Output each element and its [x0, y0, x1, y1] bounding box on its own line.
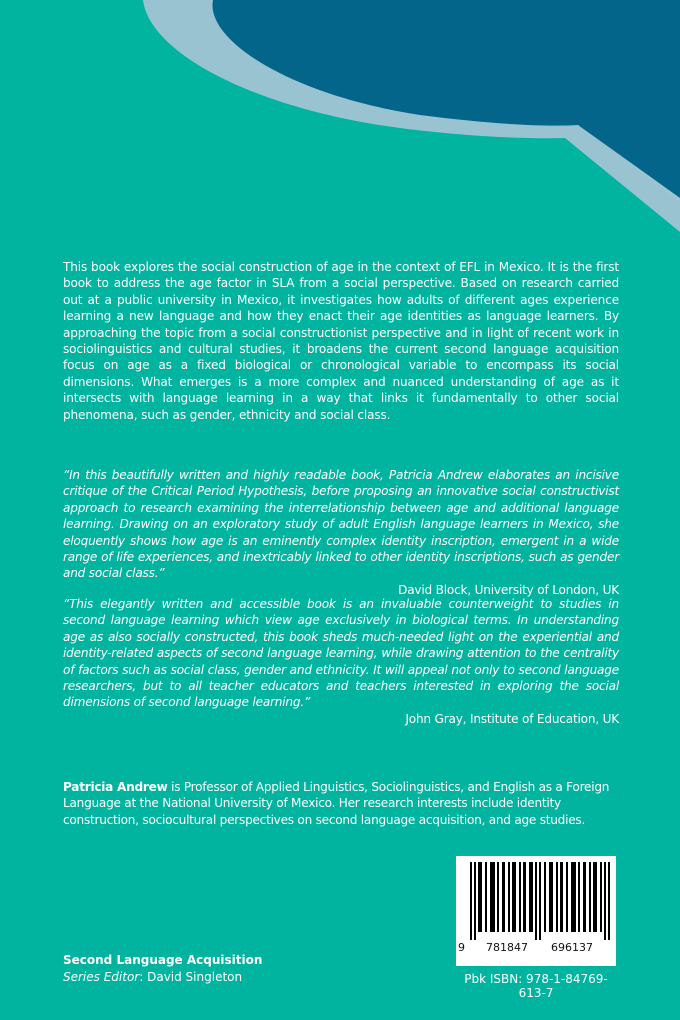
endorsement-attribution: David Block, University of London, UK [398, 582, 619, 597]
speech-bubble-graphic [0, 0, 680, 240]
endorsement-quote: “This elegantly written and accessible book is an invaluable counterweight to studies in second language learning which view age exclusively in biological terms. In understanding age as also socially constructed, this book sheds much-needed light on the experiential and identity-related aspects of second language learning, while drawing attention to the centrality of factors such as social class, gender and ethnicity. It will appeal not only to second language researchers, but to all teacher educators and teachers interested in exploring the social dimensions of second language learning.” [63, 597, 619, 710]
barcode [456, 856, 616, 966]
author-bio [63, 779, 619, 828]
book-description: This book explores the social construction of age in the context of EFL in Mexico. It is the first book to address the age factor in SLA from a social perspective. Based on research carried out at a public university in Mexico, it investigates how adults of different ages experience learning a new language and how they enact their age identities as language learners. By approaching the topic from a social constructionist perspective and in light of recent work in sociolinguistics and cultural studies, it broadens the current second language acquisition focus on age as a fixed biological or chronological variable to encompass its social dimensions. What emerges is a more complex and nuanced understanding of age as it intersects with language learning in a way that links it fundamentally to other social phenomena, such as gender, ethnicity and social class. [63, 260, 619, 422]
endorsement-2 [63, 596, 619, 727]
barcode-lead-digit: 9 [458, 941, 465, 954]
series-editor-name: David Singleton [147, 970, 243, 984]
author-name: Patricia Andrew [63, 780, 168, 794]
series-name: Second Language Acquisition [63, 953, 263, 967]
series-info: Second Language Acquisition Series Editor: David Singleton [63, 953, 263, 984]
endorsement-quote: “In this beautifully written and highly readable book, Patricia Andrew elaborates an incisive critique of the Critical Period Hypothesis, before proposing an innovative social constructivist approach to research examining the interrelationship between age and additional language learning. Drawing on an exploratory study of adult English language learners in Mexico, she eloquently shows how age is an eminently complex identity inscription, emergent in a wide range of life experiences, and inextricably linked to other identity inscriptions, such as gender and social class.” [63, 468, 619, 581]
barcode-left-digits: 781847 [486, 941, 528, 954]
series-editor-label: Series Editor [63, 970, 140, 984]
barcode-right-digits: 696137 [551, 941, 593, 954]
barcode-bars-icon [466, 862, 610, 940]
isbn: Pbk ISBN: 978-1-84769-613-7 [464, 972, 608, 1000]
author-bio-text: is Professor of Applied Linguistics, Sociolinguistics, and English as a Foreign Language at the National University of Mexico. Her research interests include identity construction, sociocultural perspectives on second language acquisition, and age studies. [63, 780, 610, 827]
endorsement-1 [63, 467, 619, 598]
endorsement-attribution: John Gray, Institute of Education, UK [405, 711, 619, 726]
